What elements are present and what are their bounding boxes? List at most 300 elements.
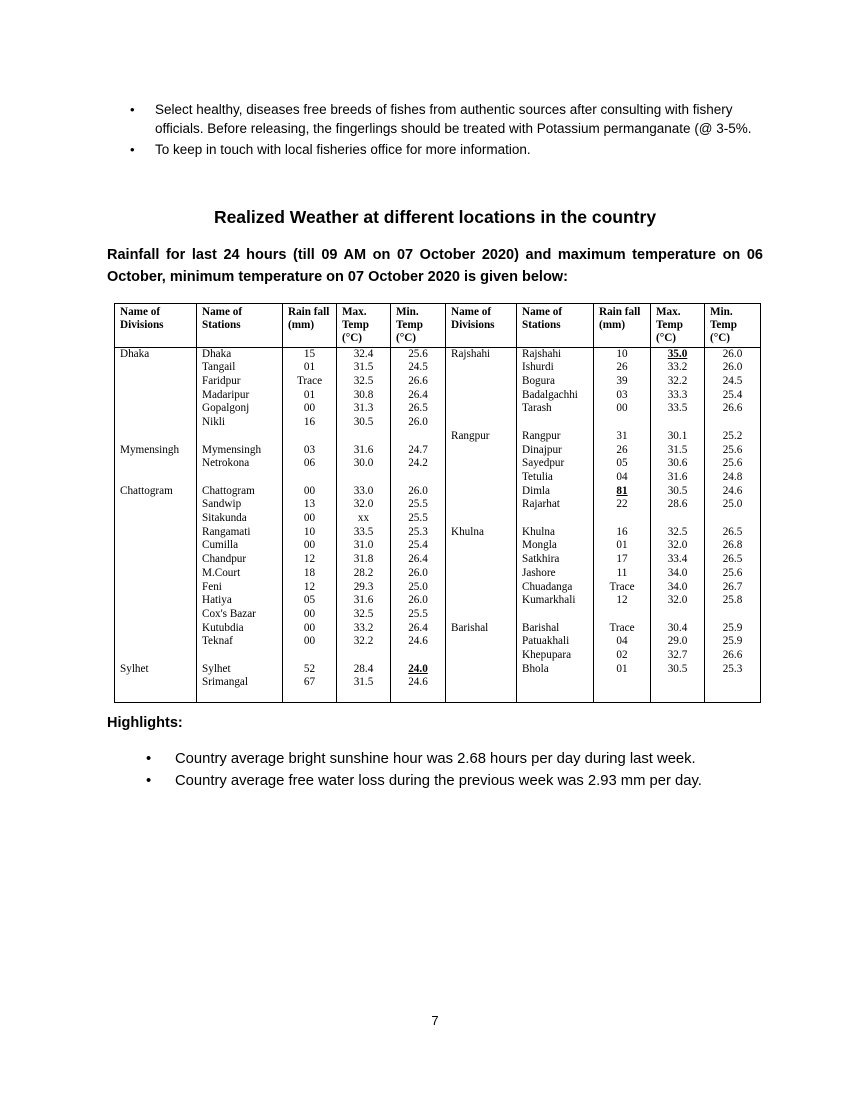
cell-value: Rajarhat [522,498,560,511]
table-cell [337,663,391,677]
cell-value: 00 [303,635,316,648]
cell-value: 32.0 [667,594,688,607]
table-cell [283,608,337,622]
cell-value: 03 [616,388,628,401]
cell-value: 25.6 [722,457,743,470]
table-cell [594,635,651,649]
cell-value: Sandwip [202,498,242,511]
table-row [115,457,761,471]
bullet-icon: • [130,142,135,157]
table-cell [517,649,594,663]
cell-value: 32.5 [353,375,374,388]
cell-value: 10 [303,525,316,538]
table-cell [705,444,761,458]
table-cell [197,581,283,595]
table-cell [197,347,283,361]
table-cell [446,539,517,553]
table-cell [446,485,517,499]
cell-value: 01 [616,662,628,675]
table-cell [446,471,517,485]
cell-value: 26.7 [722,580,743,593]
table-cell [594,526,651,540]
cell-value: 26.5 [408,402,428,415]
cell-value: 31.0 [353,539,374,552]
cell-value: 30.5 [353,416,374,429]
table-cell [283,635,337,649]
table-cell [517,608,594,622]
cell-value: 26 [616,443,628,456]
cell-value: 31.8 [353,553,374,566]
cell-value: 31.5 [353,361,374,374]
cell-value: 26.6 [722,649,743,662]
cell-value: Rajshahi [451,347,491,360]
table-cell [651,485,705,499]
cell-value: 13 [303,498,316,511]
table-cell [337,430,391,444]
table-cell [594,402,651,416]
cell-value: 81 [616,484,628,497]
cell-value: 25.5 [408,607,428,620]
table-cell [283,485,337,499]
table-cell [391,622,446,636]
table-cell [337,375,391,389]
table-cell [446,622,517,636]
table-cell [594,457,651,471]
cell-value: 24.7 [408,443,428,456]
cell-value: 67 [303,676,316,689]
table-cell [705,471,761,485]
cell-value: 25.4 [408,539,428,552]
table-cell [446,567,517,581]
table-cell [651,498,705,512]
cell-value: Mymensingh [202,443,262,456]
table-cell [517,402,594,416]
cell-value: 32.5 [353,607,374,620]
weather-table [114,303,761,703]
table-cell [651,416,705,430]
cell-value: 31.6 [353,443,374,456]
table-cell [197,594,283,608]
list-item [146,770,786,792]
cell-value: Dhaka [120,347,150,360]
table-cell [197,539,283,553]
cell-value: 25.0 [722,498,743,511]
cell-value: Srimangal [202,676,248,689]
cell-value: 25.9 [722,635,743,648]
table-cell [391,594,446,608]
table-row [115,581,761,595]
cell-value: 32.4 [353,347,374,360]
cell-value: 05 [616,457,628,470]
table-cell [651,347,705,361]
cell-value: Barishal [522,621,560,634]
table-cell [283,553,337,567]
table-cell [115,485,197,499]
cell-value: 30.5 [667,662,688,675]
table-cell [115,416,197,430]
cell-value: 33.5 [667,402,688,415]
table-row [115,416,761,430]
table-cell [446,553,517,567]
table-cell [517,512,594,526]
cell-value: Faridpur [202,375,241,388]
table-cell [337,649,391,663]
table-cell [115,402,197,416]
table-cell [594,485,651,499]
table-cell [594,430,651,444]
cell-value: Chattogram [120,484,173,497]
table-cell [337,608,391,622]
table-cell [651,581,705,595]
table-cell [446,375,517,389]
highlights-title: Highlights: [107,715,183,731]
table-cell [391,663,446,677]
table-cell [705,389,761,403]
table-cell [283,389,337,403]
cell-value: 31.6 [353,594,374,607]
table-row [115,444,761,458]
table-header-row [115,304,761,348]
table-cell [517,622,594,636]
table-row [115,389,761,403]
cell-value: Badalgachhi [522,388,578,401]
table-cell [517,389,594,403]
table-cell [391,402,446,416]
table-cell [517,457,594,471]
table-cell [651,594,705,608]
list-item [128,140,768,159]
table-cell [283,361,337,375]
cell-value: 04 [616,635,628,648]
table-cell [283,622,337,636]
table-cell [115,539,197,553]
table-cell [115,361,197,375]
cell-value: Khulna [451,525,484,538]
cell-value: 25.3 [722,662,743,675]
table-cell [197,444,283,458]
table-cell [651,444,705,458]
table-cell [115,457,197,471]
table-cell [337,361,391,375]
table-cell [517,430,594,444]
bullet-icon: • [146,773,152,789]
table-body [115,347,761,703]
cell-value: 33.2 [353,621,374,634]
table-cell [283,649,337,663]
table-cell [517,444,594,458]
table-cell [115,347,197,361]
table-row [115,608,761,622]
fishery-advice-list [128,100,768,161]
table-cell [651,512,705,526]
cell-value: 39 [616,375,628,388]
cell-value: 17 [616,553,628,566]
table-cell [197,498,283,512]
list-item-text: Country average bright sunshine hour was 2.68 hours per day during last week. [175,751,696,767]
cell-value: Tangail [202,361,236,374]
table-cell [594,676,651,702]
table-cell [651,375,705,389]
table-cell [197,663,283,677]
cell-value: 25.5 [408,512,428,525]
table-cell [594,567,651,581]
table-cell [705,512,761,526]
table-cell [337,347,391,361]
table-cell [651,539,705,553]
table-cell [391,457,446,471]
table-cell [337,389,391,403]
cell-value: 00 [303,539,316,552]
cell-value: 28.4 [353,662,374,675]
header-cell: Name of Divisions [446,304,517,348]
list-item-text: Country average free water loss during the previous week was 2.93 mm per day. [175,773,702,789]
table-cell [337,676,391,702]
table-cell [705,553,761,567]
cell-value: Rangpur [522,429,561,442]
table-cell [651,635,705,649]
cell-value: Bhola [522,662,549,675]
cell-value: 26.6 [408,375,428,388]
table-cell [391,526,446,540]
table-cell [594,498,651,512]
cell-value: 26.0 [722,361,743,374]
table-cell [705,676,761,702]
cell-value: 00 [303,512,316,525]
table-cell [651,389,705,403]
cell-value: Khepupara [522,649,572,662]
cell-value: Trace [609,621,635,634]
table-cell [517,361,594,375]
cell-value: Rangamati [202,525,251,538]
table-cell [651,649,705,663]
cell-value: 12 [303,553,316,566]
cell-value: 00 [616,402,628,415]
table-cell [283,526,337,540]
table-cell [197,375,283,389]
table-cell [705,581,761,595]
table-cell [446,512,517,526]
table-cell [705,649,761,663]
table-cell [115,498,197,512]
cell-value: 24.2 [408,457,428,470]
cell-value: 26.0 [408,484,428,497]
table-cell [705,402,761,416]
table-row [115,402,761,416]
cell-value: 31.5 [667,443,688,456]
section-title: Realized Weather at different locations in the country [213,207,657,227]
cell-value: 32.0 [667,539,688,552]
cell-value: 00 [303,484,316,497]
table-row [115,663,761,677]
cell-value: 32.5 [667,525,688,538]
table-cell [197,526,283,540]
table-cell [651,622,705,636]
cell-value: 32.7 [667,649,688,662]
cell-value: 25.4 [722,388,743,401]
cell-value: Mymensingh [120,443,180,456]
cell-value: 01 [616,539,628,552]
table-cell [391,498,446,512]
table-cell [197,416,283,430]
table-cell [283,594,337,608]
table-cell [115,594,197,608]
table-cell [705,526,761,540]
table-cell [115,649,197,663]
cell-value: Tetulia [522,470,553,483]
table-cell [337,457,391,471]
table-cell [197,649,283,663]
cell-value: 25.6 [722,566,743,579]
table-cell [115,581,197,595]
table-cell [705,663,761,677]
header-cell: Name of Stations [197,304,283,348]
cell-value: 24.8 [722,470,743,483]
cell-value: 00 [303,607,316,620]
table-cell [115,512,197,526]
cell-value: Jashore [522,566,556,579]
header-cell: Rain fall (mm) [283,304,337,348]
table-cell [594,663,651,677]
table-cell [337,485,391,499]
table-cell [594,416,651,430]
table-cell [446,635,517,649]
cell-value: 25.6 [722,443,743,456]
cell-value: Sayedpur [522,457,565,470]
table-row [115,649,761,663]
table-cell [115,622,197,636]
table-row [115,512,761,526]
table-cell [705,361,761,375]
table-cell [594,649,651,663]
table-cell [446,649,517,663]
table-cell [115,444,197,458]
table-cell [705,539,761,553]
table-cell [115,663,197,677]
table-cell [446,498,517,512]
cell-value: 31.6 [667,470,688,483]
cell-value: 26.8 [722,539,743,552]
table-cell [115,471,197,485]
cell-value: 01 [303,388,316,401]
table-cell [115,608,197,622]
cell-value: 31 [616,429,628,442]
page-number: 7 [431,1013,439,1028]
table-cell [517,485,594,499]
cell-value: Rajshahi [522,347,562,360]
table-cell [651,471,705,485]
cell-value: 00 [303,402,316,415]
cell-value: Satkhira [522,553,560,566]
cell-value: 24.5 [408,361,428,374]
cell-value: Trace [296,375,323,388]
table-cell [283,581,337,595]
table-row [115,347,761,361]
cell-value: 11 [616,566,628,579]
table-cell [651,361,705,375]
cell-value: Patuakhali [522,635,570,648]
table-cell [517,526,594,540]
table-cell [594,444,651,458]
cell-value: 34.0 [667,580,688,593]
table-cell [517,594,594,608]
table-cell [115,430,197,444]
cell-value: 30.0 [353,457,374,470]
table-cell [705,622,761,636]
table-cell [391,471,446,485]
table-cell [705,430,761,444]
table-cell [337,622,391,636]
cell-value: 33.0 [353,484,374,497]
cell-value: 06 [303,457,316,470]
header-cell: Max. Temp (°C) [337,304,391,348]
cell-value: Gopalgonj [202,402,250,415]
cell-value: 24.6 [408,635,428,648]
table-cell [115,567,197,581]
cell-value: 22 [616,498,628,511]
table-cell [337,553,391,567]
cell-value: 52 [303,662,316,675]
table-row [115,526,761,540]
cell-value: 05 [303,594,316,607]
cell-value: 26.0 [722,347,743,360]
table-cell [391,539,446,553]
cell-value: 30.8 [353,388,374,401]
table-cell [197,567,283,581]
table-cell [446,676,517,702]
table-cell [283,402,337,416]
table-cell [517,635,594,649]
table-cell [337,498,391,512]
cell-value: Barishal [451,621,489,634]
cell-value: Trace [609,580,635,593]
table-cell [337,635,391,649]
table-cell [594,608,651,622]
table-cell [705,567,761,581]
cell-value: Bogura [522,375,555,388]
cell-value: Cox's Bazar [202,607,256,620]
table-cell [446,594,517,608]
table-cell [197,457,283,471]
table-cell [197,553,283,567]
table-cell [705,635,761,649]
table-cell [283,498,337,512]
table-cell [594,347,651,361]
table-cell [391,608,446,622]
table-row [115,567,761,581]
table-cell [517,553,594,567]
header-cell: Rain fall (mm) [594,304,651,348]
table-cell [283,347,337,361]
cell-value: 32.0 [353,498,374,511]
table-cell [446,430,517,444]
cell-value: 29.0 [667,635,688,648]
table-cell [651,663,705,677]
cell-value: 30.6 [667,457,688,470]
table-cell [517,539,594,553]
table-cell [651,402,705,416]
table-cell [283,663,337,677]
table-row [115,676,761,702]
table-cell [337,539,391,553]
header-cell: Max. Temp (°C) [651,304,705,348]
table-cell [594,512,651,526]
list-item-text: To keep in touch with local fisheries office for more information. [155,142,531,157]
cell-value: 32.2 [353,635,374,648]
table-cell [197,622,283,636]
table-cell [594,553,651,567]
table-cell [337,471,391,485]
table-cell [651,457,705,471]
